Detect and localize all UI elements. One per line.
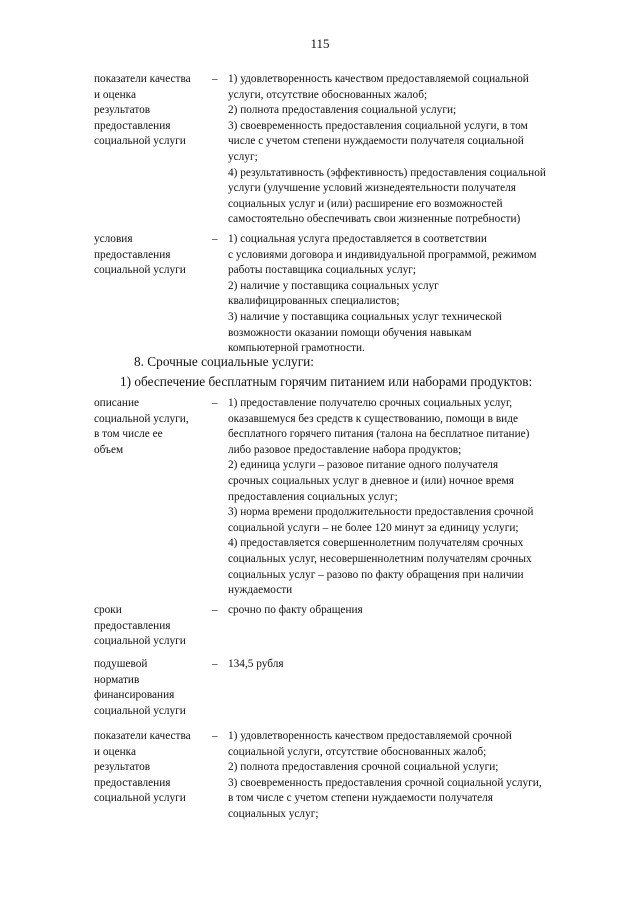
row-label: [94, 603, 212, 650]
content-line: 1) социальная услуга предоставляется в соответствии: [228, 233, 487, 245]
content-line: социальных услуг;: [228, 807, 319, 820]
content-line: оказавшемуся без средств к существованию, помощи в виде: [228, 412, 518, 425]
row-label: [94, 232, 212, 357]
content-line: 3) своевременность предоставления срочной социальной услуги,: [228, 776, 542, 789]
label-line: социальной услуги: [94, 635, 186, 648]
section-subheading: 1) обеспечение бесплатным горячим питанием или наборами продуктов:: [120, 374, 533, 389]
label-line: подушевой: [94, 658, 148, 670]
service-timing-block: [94, 603, 594, 650]
content-line: работы поставщика социальных услуг;: [228, 264, 417, 277]
label-line: описание: [94, 397, 140, 409]
content-line: 2) наличие у поставщика социальных услуг: [228, 279, 439, 292]
content-line: компьютерной грамотности.: [228, 342, 365, 355]
content-line: 1) удовлетворенность качеством предоставляемой социальной: [228, 73, 529, 85]
row-dash: –: [212, 604, 218, 616]
content-line: 4) результативность (эффективность) предоставления социальной: [228, 166, 546, 179]
content-line: услуги (улучшение условий жизнедеятельности получателя: [228, 182, 516, 195]
label-line: результатов: [94, 761, 151, 774]
row-content: [228, 603, 594, 650]
quality-indicators-block: [94, 72, 594, 228]
label-line: предоставления: [94, 248, 171, 261]
label-line: и оценка: [94, 745, 136, 758]
content-line: социальных услуг и (или) расширение его возможностей: [228, 197, 503, 210]
content-line: услуги, отсутствие обоснованных жалоб;: [228, 88, 428, 101]
content-line: предоставления социальных услуг;: [228, 490, 398, 503]
content-line: социальной услуги, отсутствие обоснованных жалоб;: [228, 745, 487, 758]
label-line: социальной услуги: [94, 135, 186, 148]
content-line: 2) единица услуги – разовое питание одного получателя: [228, 459, 499, 472]
content-line: 2) полнота предоставления социальной услуги;: [228, 104, 457, 117]
label-line: социальной услуги: [94, 264, 186, 277]
content-line: 4) предоставляется совершеннолетним получателям срочных: [228, 537, 524, 550]
conditions-block: [94, 232, 594, 357]
label-line: социальной услуги: [94, 792, 186, 805]
section-heading: 8. Срочные социальные услуги:: [134, 354, 314, 369]
content-line: 3) норма времени продолжительности предоставления срочной: [228, 506, 534, 519]
service-description-block: [94, 396, 594, 599]
content-line: 3) наличие у поставщика социальных услуг технической: [228, 310, 502, 323]
content-line: срочно по факту обращения: [228, 604, 363, 616]
label-line: результатов: [94, 104, 151, 117]
row-content: [228, 657, 594, 719]
content-line: социальных услуг – разово по факту обращения при наличии: [228, 568, 524, 581]
content-line: в том числе с учетом степени нуждаемости получателя: [228, 792, 493, 805]
label-line: предоставления: [94, 776, 171, 789]
row-dash: –: [212, 233, 218, 245]
label-line: показатели качества: [94, 730, 191, 742]
content-line: социальных услуг, несовершеннолетним получателям срочных: [228, 552, 532, 565]
row-label: [94, 396, 212, 599]
content-line: с условиями договора и индивидуальной программой, режимом: [228, 248, 537, 261]
row-content: [228, 72, 594, 228]
page-number: 115: [310, 36, 330, 51]
content-line: бесплатного горячего питания (талона на бесплатное питание): [228, 428, 530, 441]
content-line: нуждаемости: [228, 584, 293, 597]
row-content: [228, 232, 594, 357]
row-content: [228, 396, 594, 599]
content-line: квалифицированных специалистов;: [228, 295, 400, 308]
label-line: сроки: [94, 604, 122, 616]
row-dash: –: [212, 730, 218, 742]
label-line: социальной услуги,: [94, 412, 189, 425]
row-dash: –: [212, 658, 218, 670]
row-dash: –: [212, 73, 218, 85]
content-line: социальной услуги – не более 120 минут за единицу услуги;: [228, 521, 519, 534]
content-line: возможности оказании помощи обучения навыкам: [228, 326, 472, 339]
content-line: срочных социальных услуг в дневное и (или) ночное время: [228, 474, 514, 487]
content-line: 3) своевременность предоставления социальной услуги, в том: [228, 119, 528, 132]
label-line: предоставления: [94, 119, 171, 132]
label-line: финансирования: [94, 689, 175, 702]
label-line: социальной услуги: [94, 704, 186, 717]
content-line: 1) предоставление получателю срочных социальных услуг,: [228, 397, 513, 409]
label-line: объем: [94, 443, 124, 456]
content-line: услуг;: [228, 150, 258, 163]
label-line: условия: [94, 233, 133, 245]
label-line: в том числе ее: [94, 428, 163, 441]
label-line: и оценка: [94, 88, 136, 101]
content-line: либо разовое предоставление набора продуктов;: [228, 443, 462, 456]
row-dash: –: [212, 397, 218, 409]
label-line: предоставления: [94, 619, 171, 632]
label-line: показатели качества: [94, 73, 191, 85]
funding-norm-block: [94, 657, 594, 719]
content-line: числе с учетом степени нуждаемости получателя социальной: [228, 135, 524, 148]
label-line: норматив: [94, 673, 140, 686]
content-line: 1) удовлетворенность качеством предоставляемой срочной: [228, 730, 512, 742]
urgent-quality-indicators-block: [94, 729, 594, 823]
row-label: [94, 657, 212, 719]
content-line: 2) полнота предоставления срочной социальной услуги;: [228, 761, 499, 774]
row-label: [94, 72, 212, 228]
content-line: 134,5 рубля: [228, 658, 284, 670]
content-line: самостоятельно обеспечивать свои жизненные потребности): [228, 213, 521, 226]
row-content: [228, 729, 594, 823]
row-label: [94, 729, 212, 823]
